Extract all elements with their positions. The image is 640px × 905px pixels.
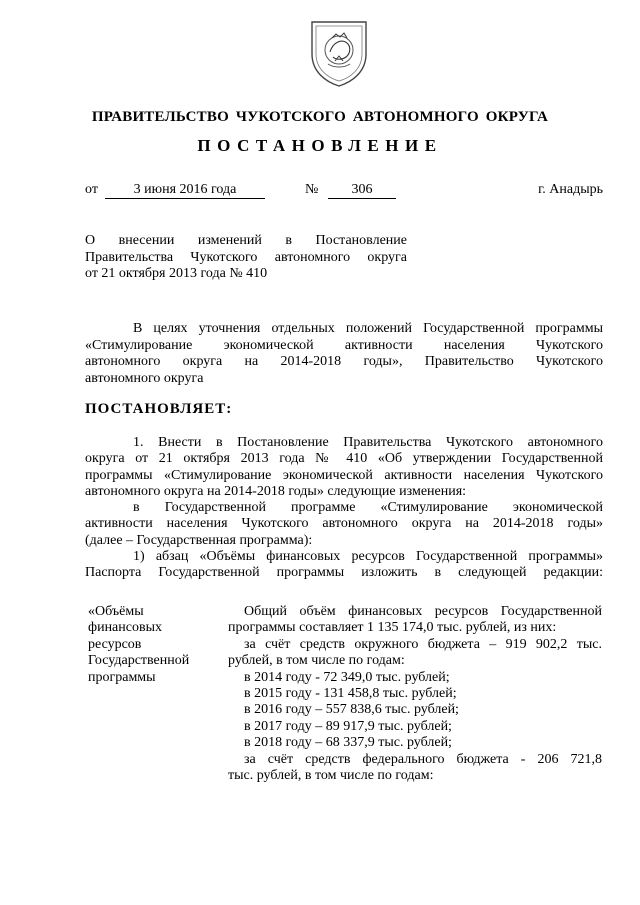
label-line: программы — [88, 669, 156, 685]
value-line: в 2017 году – 89 917,9 тыс. рублей; — [244, 718, 452, 734]
value-line: рублей, в том числе по годам: — [228, 653, 405, 669]
value-line: тыс. рублей, в том числе по годам: — [228, 768, 434, 784]
passport-field-value — [228, 604, 602, 784]
subject-line: от 21 октября 2013 года № 410 — [85, 266, 268, 281]
subject-line: О внесении изменений в Постановление — [85, 233, 407, 248]
body-line: в Государственной программе «Стимулирование экономической — [133, 500, 603, 516]
passport-field-label — [88, 604, 223, 686]
coat-of-arms-icon — [306, 16, 372, 88]
body-line: активности населения Чукотского автономного округа на 2014-2018 годы» — [85, 516, 603, 532]
value-line: программы составляет 1 135 174,0 тыс. рублей, из них: — [228, 620, 557, 636]
body-line: 1) абзац «Объёмы финансовых ресурсов Государственной программы» — [133, 549, 603, 565]
body-line: автономного округа на 2014-2018 годы» следующие изменения: — [85, 483, 467, 499]
preamble-line: автономного округа — [85, 370, 204, 386]
number-sign: № — [305, 182, 319, 197]
value-line: за счёт средств окружного бюджета – 919 902,2 тыс. — [244, 636, 602, 652]
document-date: 3 июня 2016 года — [105, 182, 265, 199]
body-line: Паспорта Государственной программы изложить в следующей редакции: — [85, 565, 603, 581]
document-city: г. Анадырь — [538, 182, 603, 197]
preamble — [85, 321, 603, 387]
value-line: Общий объём финансовых ресурсов Государственной — [244, 604, 602, 619]
resolve-heading: ПОСТАНОВЛЯЕТ: — [85, 401, 233, 417]
preamble-line: «Стимулирование экономической активности населения Чукотского — [85, 337, 603, 353]
label-line: финансовых — [88, 620, 162, 636]
date-prefix: от — [85, 182, 98, 197]
subject-line: Правительства Чукотского автономного округа — [85, 249, 407, 265]
resolution-body — [85, 435, 603, 582]
document-type: ПОСТАНОВЛЕНИЕ — [197, 136, 443, 155]
value-line: в 2015 году - 131 458,8 тыс. рублей; — [244, 686, 457, 702]
document-subject — [85, 233, 407, 283]
value-line: в 2016 году – 557 838,6 тыс. рублей; — [244, 702, 459, 718]
body-line: программы «Стимулирование экономической активности населения Чукотского — [85, 467, 603, 483]
value-line: в 2014 году - 72 349,0 тыс. рублей; — [244, 669, 450, 685]
label-line: ресурсов — [88, 636, 142, 652]
preamble-line: автономного округа на 2014-2018 годы», Правительство Чукотского — [85, 354, 603, 369]
body-line: 1. Внести в Постановление Правительства Чукотского автономного — [133, 435, 603, 450]
value-line: в 2018 году – 68 337,9 тыс. рублей; — [244, 735, 452, 751]
value-line: за счёт средств федерального бюджета - 206 721,8 — [244, 751, 602, 767]
label-line: «Объёмы — [88, 604, 144, 619]
label-line: Государственной — [88, 653, 190, 669]
document-number: 306 — [328, 182, 396, 199]
body-line: (далее – Государственная программа): — [85, 532, 313, 548]
government-title: ПРАВИТЕЛЬСТВО ЧУКОТСКОГО АВТОНОМНОГО ОКРУГА — [91, 109, 549, 125]
document-meta — [85, 182, 603, 202]
body-line: округа от 21 октября 2013 года № 410 «Об утверждении Государственной — [85, 451, 603, 467]
preamble-line: В целях уточнения отдельных положений Государственной программы — [133, 321, 603, 336]
